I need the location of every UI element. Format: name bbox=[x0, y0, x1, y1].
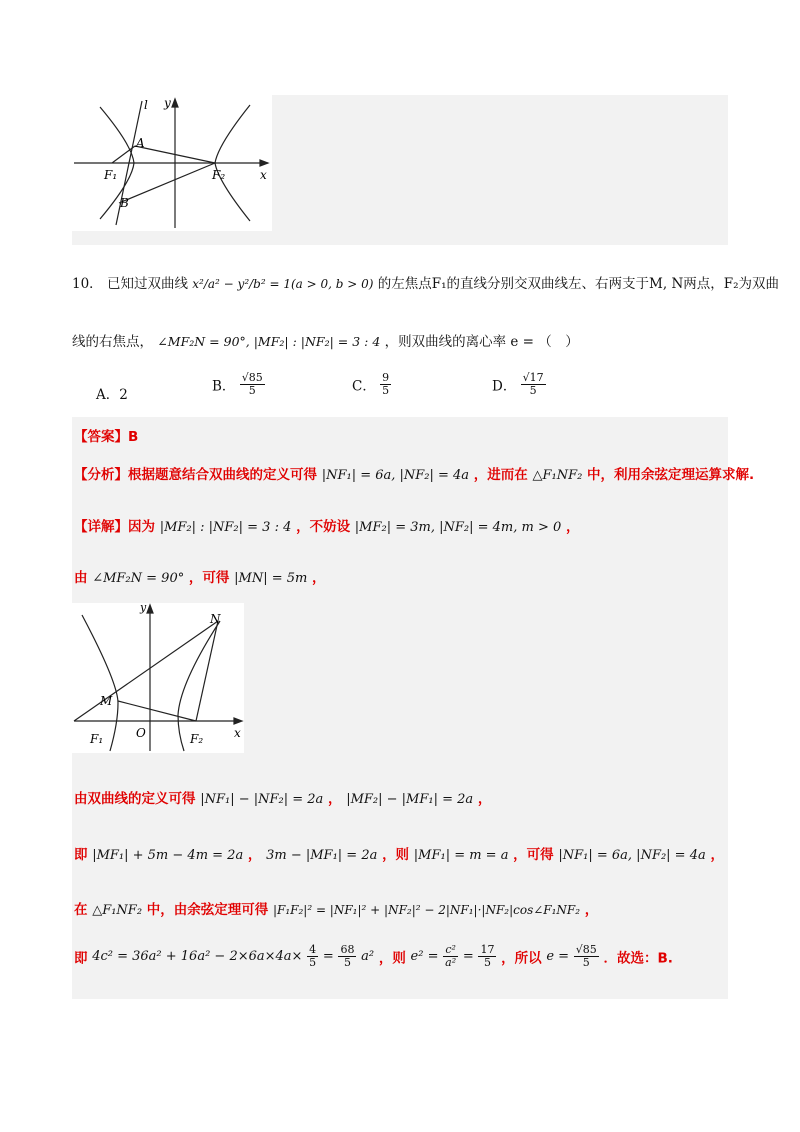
step-2-line bbox=[74, 566, 326, 586]
figure-2 bbox=[72, 603, 244, 753]
step-6-line bbox=[74, 944, 673, 969]
step-6-frac-1: $\frac{4}{5}$ bbox=[309, 943, 317, 970]
detail-eq-2: |MF₂| = 3m, |NF₂| = 4m, m > 0 bbox=[354, 520, 562, 535]
option-c-fraction: $\frac{9}{5}$ bbox=[382, 371, 390, 398]
hyperbola-equation: x²/a² − y²/b² = 1(a > 0, b > 0) bbox=[192, 277, 374, 291]
step-5-text: 中，由余弦定理可得 bbox=[146, 902, 269, 918]
step-6-eq-2b: = bbox=[462, 949, 474, 965]
step-4-sep: ， bbox=[247, 847, 262, 863]
question-number: 10． bbox=[72, 276, 103, 292]
step-5-eq: |F₁F₂|² = |NF₁|² + |NF₂|² − 2|NF₁|·|NF₂|cos∠F₁NF₂ bbox=[272, 903, 581, 917]
fig2-label-F2: F₂ bbox=[190, 732, 204, 746]
option-d-fraction: $\frac{√17}{5}$ bbox=[522, 371, 544, 398]
fig2-label-O: O bbox=[136, 726, 146, 740]
analysis-equation: |NF₁| = 6a, |NF₂| = 4a bbox=[321, 468, 470, 483]
detail-eq-1: |MF₂| : |NF₂| = 3 : 4 bbox=[159, 520, 292, 535]
step-2-text: ，可得 bbox=[188, 570, 230, 586]
step-4-line bbox=[74, 843, 724, 863]
label-F2: F₂ bbox=[212, 168, 226, 182]
step-4-pre: 即 bbox=[74, 847, 88, 863]
question-text-1: 已知过双曲线 bbox=[106, 276, 188, 292]
analysis-text: ，进而在 bbox=[473, 467, 528, 483]
question-text-4: ，则双曲线的离心率 e = （ ） bbox=[384, 334, 579, 350]
fig2-label-N: N bbox=[210, 612, 221, 626]
detail-text: ，不妨设 bbox=[296, 519, 351, 535]
analysis-end: 中，利用余弦定理运算求解. bbox=[587, 467, 755, 483]
answer-label: 【答案】B bbox=[74, 429, 139, 445]
step-4-eq-4: |NF₁| = 6a, |NF₂| = 4a bbox=[558, 848, 706, 863]
analysis-line bbox=[74, 463, 754, 483]
step-3-end: ， bbox=[477, 791, 492, 807]
step-6-text: ，则 bbox=[378, 950, 406, 967]
step-5-line bbox=[74, 898, 598, 918]
label-B: B bbox=[120, 196, 129, 210]
fig2-label-F1: F₁ bbox=[90, 732, 104, 746]
question-text-3: 线的右焦点， bbox=[72, 334, 153, 350]
step-4-end: ， bbox=[710, 847, 724, 863]
option-b[interactable] bbox=[212, 372, 265, 397]
step-2-eq-2: |MN| = 5m bbox=[234, 571, 308, 586]
step-6-frac-5: $\frac{√85}{5}$ bbox=[575, 943, 597, 970]
question-condition: ∠MF₂N = 90°, |MF₂| : |NF₂| = 3 : 4 bbox=[157, 334, 381, 349]
analysis-label: 【分析】根据题意结合双曲线的定义可得 bbox=[74, 467, 317, 483]
step-2-pre: 由 bbox=[74, 570, 88, 586]
option-a-value: 2 bbox=[119, 387, 128, 403]
step-6-eq-1: 4c² = 36a² + 16a² − 2×6a×4a× bbox=[92, 949, 303, 965]
step-6-pre: 即 bbox=[74, 950, 88, 967]
step-6-eq-1b: = bbox=[322, 949, 334, 965]
step-3-sep: ， bbox=[327, 791, 342, 807]
step-6-frac-3: $\frac{\text{c²}}{\text{a²}}$ bbox=[445, 943, 457, 970]
step-5-pre: 在 bbox=[74, 902, 88, 918]
option-a-label: A． bbox=[96, 387, 120, 403]
fig2-label-M: M bbox=[100, 694, 113, 708]
label-A: A bbox=[136, 136, 145, 150]
question-line-1 bbox=[72, 272, 779, 292]
question-line-2 bbox=[72, 330, 579, 350]
figure-1 bbox=[72, 95, 272, 231]
step-5-end: ， bbox=[584, 902, 599, 918]
option-a[interactable] bbox=[96, 383, 128, 403]
step-2-end: ， bbox=[312, 570, 326, 586]
step-6-frac-2: $\frac{68}{5}$ bbox=[340, 943, 355, 970]
detail-end: ， bbox=[565, 519, 580, 535]
label-F1: F₁ bbox=[104, 168, 118, 182]
step-6-frac-4: $\frac{17}{5}$ bbox=[480, 943, 495, 970]
step-5-triangle: △F₁NF₂ bbox=[92, 903, 143, 918]
option-c-label: C． bbox=[352, 378, 376, 395]
step-6-eq-2: e² = bbox=[410, 949, 439, 965]
step-6-text-2: ，所以 bbox=[501, 950, 542, 967]
step-4-eq-3: |MF₁| = m = a bbox=[413, 848, 509, 863]
step-6-end: ．故选：B. bbox=[603, 950, 673, 967]
step-4-eq-2: 3m − |MF₁| = 2a bbox=[266, 848, 378, 863]
step-4-eq-1: |MF₁| + 5m − 4m = 2a bbox=[92, 848, 244, 863]
option-d[interactable] bbox=[492, 372, 546, 397]
detail-label: 【详解】因为 bbox=[74, 519, 155, 535]
fig2-label-y: y bbox=[140, 603, 147, 614]
step-6-eq-3: e = bbox=[546, 949, 570, 965]
label-y: y bbox=[164, 96, 171, 110]
step-4-text-2: ，可得 bbox=[513, 847, 554, 863]
detail-line bbox=[74, 515, 579, 535]
step-6-eq-1c: a² bbox=[361, 949, 375, 965]
step-4-text: ，则 bbox=[382, 847, 410, 863]
step-2-eq-1: ∠MF₂N = 90° bbox=[92, 571, 185, 586]
option-b-fraction: $\frac{√85}{5}$ bbox=[241, 371, 263, 398]
label-l: l bbox=[144, 98, 148, 112]
question-text-2: 的左焦点F₁的直线分别交双曲线左、右两支于M, N两点，F₂为双曲 bbox=[377, 276, 780, 292]
step-3-pre: 由双曲线的定义可得 bbox=[74, 791, 196, 807]
option-c[interactable] bbox=[352, 372, 391, 397]
step-3-line bbox=[74, 787, 491, 807]
step-3-eq-1: |NF₁| − |NF₂| = 2a bbox=[200, 792, 324, 807]
hyperbola-diagram-1 bbox=[72, 95, 272, 231]
fig2-label-x: x bbox=[234, 726, 241, 740]
hyperbola-diagram-2 bbox=[72, 603, 244, 753]
option-b-label: B． bbox=[212, 378, 236, 395]
step-3-eq-2: |MF₂| − |MF₁| = 2a bbox=[346, 792, 474, 807]
option-d-label: D． bbox=[492, 378, 517, 395]
label-x: x bbox=[260, 168, 267, 182]
analysis-triangle: △F₁NF₂ bbox=[532, 468, 583, 483]
